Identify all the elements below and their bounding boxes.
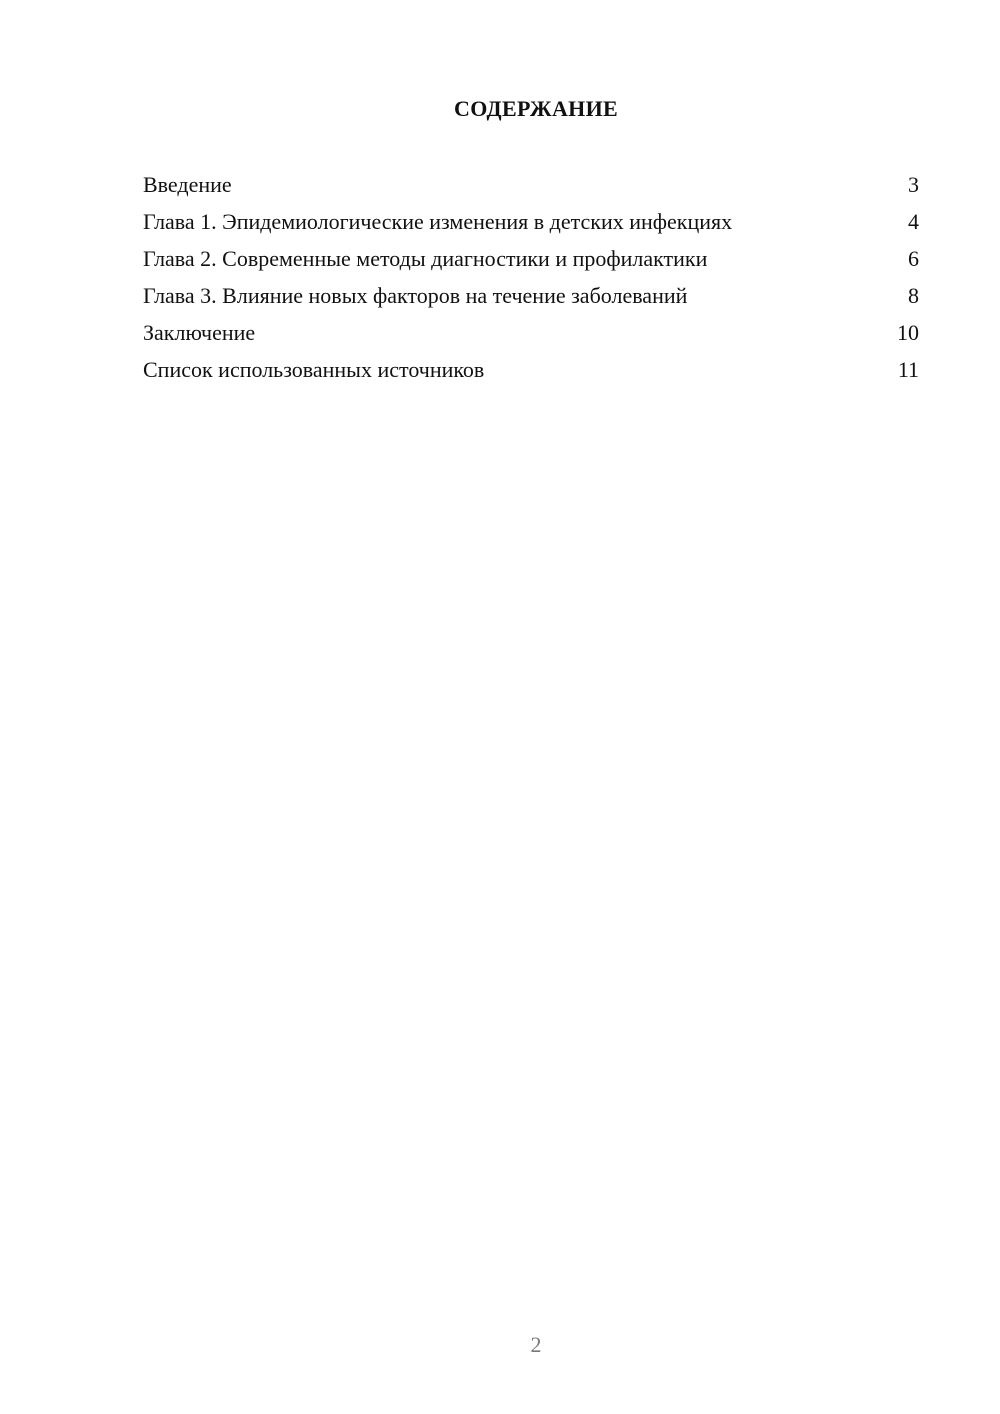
toc-entry-label: Введение [143,172,232,197]
toc-entry-page: 4 [908,209,919,234]
toc-entry-page: 3 [908,172,919,197]
toc-title: СОДЕРЖАНИЕ [454,96,618,121]
page-number: 2 [530,1332,542,1357]
toc-entry [143,168,919,205]
toc-entry-page: 8 [908,283,919,308]
toc-entry-label: Заключение [143,320,256,345]
toc-entry-page: 10 [897,320,919,345]
toc-entry [143,353,919,390]
toc-entry [143,279,919,316]
table-of-contents [143,168,919,390]
toc-entry-page: 6 [908,246,919,271]
toc-entry-page: 11 [897,357,919,382]
toc-entry-label: Список использованных источников [143,357,485,382]
toc-entry [143,205,919,242]
toc-entry [143,316,919,353]
toc-entry [143,242,919,279]
toc-entry-label: Глава 3. Влияние новых факторов на течение заболеваний [143,283,688,308]
toc-entry-label: Глава 1. Эпидемиологические изменения в детских инфекциях [143,209,733,234]
toc-entry-label: Глава 2. Современные методы диагностики и профилактики [143,246,708,271]
